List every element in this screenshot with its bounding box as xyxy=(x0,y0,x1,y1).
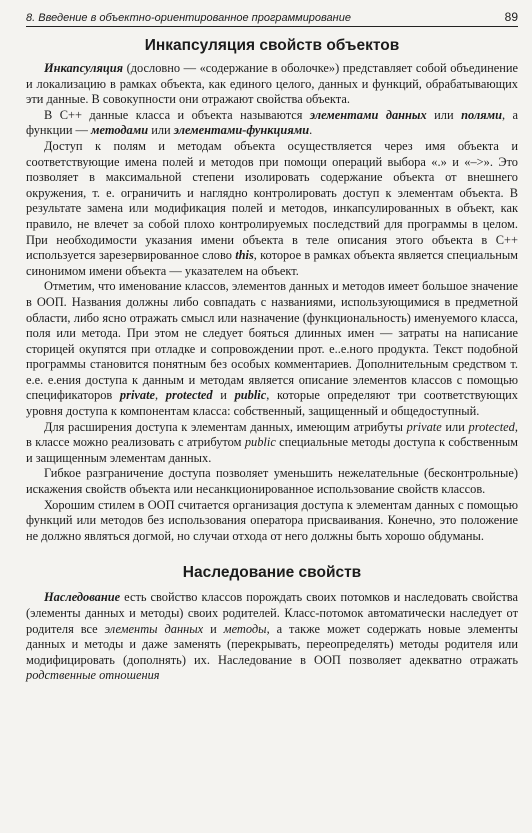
text-run: , а также может содержать новые элементы данных и методы и даже заменять (перекрывать, переопределять) методы родителя или модифицировать (дополнять) их. Наследование в ООП позволяет адекватно отражать xyxy=(26,621,518,667)
page-number: 89 xyxy=(504,10,518,24)
chapter-title: 8. Введение в объектно-ориентированное программирование xyxy=(26,12,351,24)
text-run: есть свойство классов порождать своих потомков и наследовать свойства (элементы данных и методы) своих родителей. Класс-потомок автоматически наследует от родителя все xyxy=(26,590,518,636)
paragraph-encapsulation-definition xyxy=(26,61,518,108)
text-run: , в классе можно реализовать с атрибутом xyxy=(26,419,518,450)
text-run: и xyxy=(203,621,224,636)
text-run: , которые определяют три соответствующих уровня доступа к компонентам класса: собственный, защищенный и общедоступный. xyxy=(26,388,518,419)
paragraph-access-extension xyxy=(26,420,518,467)
keyword-public: public xyxy=(234,388,267,403)
text-run: В С++ данные класса и объекта называются xyxy=(44,107,310,122)
text-run: Доступ к полям и методам объекта осуществляется через имя объекта и соответствующие имена полей и методов при помощи операций выбора «.» и «–>». Это позволяет в максимальной степени изолировать содержание объекта от внешнего окружения, т. е. ограничить и наглядно контролировать доступ к элементам объекта. В результате замена или модификация полей и методов, инкапсулированных в объект, как правило, не влечет за собой плохо контролируемых последствий для программы в целом. При необходимости указания имени объекта в теле описания этого объекта в С++ используется зарезервированное слово xyxy=(26,138,518,263)
term-methods: методами xyxy=(91,123,149,138)
section-heading-encapsulation: Инкапсуляция свойств объектов xyxy=(144,37,400,54)
text-run: Отметим, что именование классов, элементов данных и методов имеет большое значение в ООП. Названия должны либо совпадать с названиями, использующимися в предметной области, либо ясно отражать смысл или назначение (функциональность) именуемого класса, поля или метода. При этом не следует бояться длинных имен — затраты на написание сторицей окупятся при отладке и сопровождении прот. е..е.ного продукта. Текст подобной программы становится понятным без особых комментариев. Дополнительным средством т. е.е. е.ения доступа к данным и методам является описание элементов классов с помощью спецификаторов xyxy=(26,279,518,403)
keyword-protected: protected xyxy=(468,419,515,434)
term-member-functions: элементами-функциями xyxy=(173,123,310,138)
text-run: . xyxy=(309,123,313,138)
text-run: , xyxy=(155,388,166,403)
keyword-public: public xyxy=(244,435,276,450)
keyword-protected: protected xyxy=(165,388,213,403)
keyword-private: private xyxy=(119,388,156,403)
term-methods: методы xyxy=(223,621,267,636)
text-run: или xyxy=(441,419,469,434)
text-run: Для расширения доступа к элементам данных, имеющим атрибуты xyxy=(44,419,407,434)
text-run: или xyxy=(426,107,462,122)
text-run: , а функции — xyxy=(26,107,519,138)
paragraph-data-members xyxy=(26,108,518,139)
keyword-this: this xyxy=(235,248,254,263)
section-heading-inheritance: Наследование свойств xyxy=(182,564,362,582)
keyword-private: private xyxy=(406,419,442,434)
term-kinship-relations: родственные отношения xyxy=(26,668,160,683)
term-fields: полями xyxy=(461,107,502,122)
text-run: (дословно — «содержание в оболочке») представляет собой объединение и локализацию в рамках объекта, как единого целого, данных и функций, обрабатывающих эти данные. В совокупности они отражают свойства объекта. xyxy=(26,61,518,107)
term-inheritance: Наследование xyxy=(44,590,121,605)
text-run: специальные методы доступа к собственным и защищенным элементам данных. xyxy=(26,435,518,465)
term-data-members: элементы данных xyxy=(104,621,204,636)
text-run: и xyxy=(212,388,235,403)
running-header xyxy=(26,10,518,27)
paragraph-access-control: Гибкое разграничение доступа позволяет уменьшить нежелательные (бесконтрольные) искажения свойств объекта или несанкционированное использование свойств классов. xyxy=(26,466,518,497)
paragraph-naming xyxy=(26,279,518,419)
paragraph-good-style: Хорошим стилем в ООП считается организация доступа к элементам данных с помощью функций или методов без использования оператора присваивания. Конечно, это положение не должно являться догмой, но случаи отхода от него должны быть хорошо обдуманы. xyxy=(26,497,518,543)
paragraph-inheritance-definition xyxy=(26,590,518,684)
term-encapsulation: Инкапсуляция xyxy=(44,61,124,75)
text-run: или xyxy=(148,123,174,138)
term-data-members: элементами данных xyxy=(309,107,427,122)
paragraph-access xyxy=(26,139,518,279)
text-run: , которое в рамках объекта является специальным синонимом имени объекта — указателем на объект. xyxy=(26,248,518,278)
